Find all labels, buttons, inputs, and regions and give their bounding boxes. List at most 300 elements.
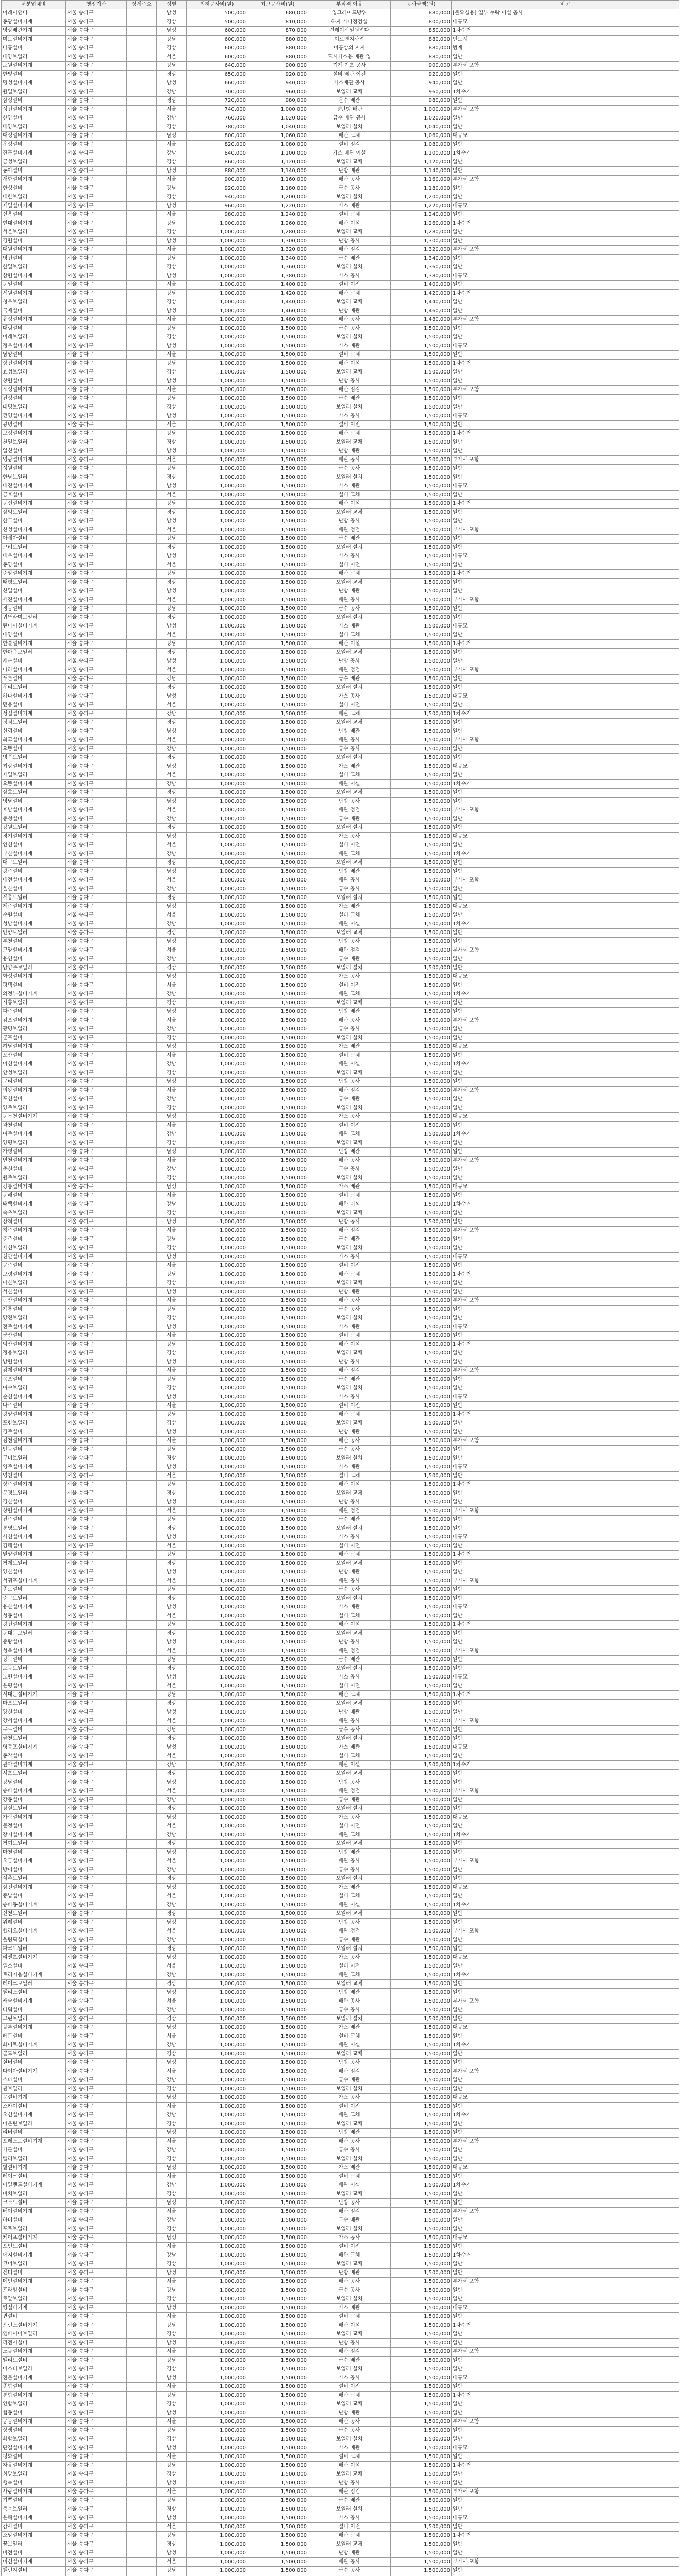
table-cell: 일반 (452, 579, 679, 587)
table-row (2, 2488, 679, 2497)
table-cell: 일반 (452, 1568, 679, 1577)
table-cell: 서울 송파구 (66, 1901, 127, 1910)
table-cell: 720,000 (187, 97, 247, 106)
table-row (2, 561, 679, 570)
table-row (2, 2497, 679, 2505)
table-cell: 1,500,000 (391, 1393, 452, 1402)
table-cell: 1,500,000 (247, 2015, 308, 2024)
table-cell: 양주보일러 (2, 1104, 66, 1113)
table-cell: 1,000,000 (187, 491, 247, 500)
table-cell: 남성 (157, 79, 187, 88)
table-cell: 급수 공사 (308, 1025, 391, 1034)
table-cell: 1,000,000 (187, 2357, 247, 2365)
table-cell: 1,500,000 (247, 2181, 308, 2190)
table-cell: 서울 송파구 (66, 2418, 127, 2427)
table-cell: 서울 송파구 (66, 1910, 127, 1919)
table-cell: 서울 (157, 106, 187, 114)
table-cell: 부가세 포함 (452, 596, 679, 605)
table-row (2, 1218, 679, 1227)
table-cell: 서울 송파구 (66, 1621, 127, 1630)
table-cell: 1,000,000 (187, 1393, 247, 1402)
table-cell: 1,000,000 (187, 1638, 247, 1647)
table-cell: 1,000,000 (187, 2558, 247, 2567)
table-cell: 대규모 (452, 2164, 679, 2173)
table-cell: 1,000,000 (187, 815, 247, 824)
table-cell: 1,000,000 (187, 263, 247, 272)
table-cell: 서산설비 (2, 1288, 66, 1297)
table-cell: 서울 (157, 316, 187, 325)
table-cell: 도원설비기계 (2, 62, 66, 71)
table-cell: 일반 (452, 798, 679, 806)
table-cell (127, 456, 157, 465)
table-cell: 부가세 포함 (452, 1297, 679, 1306)
table-row (2, 614, 679, 622)
table-cell: 캐슬설비기계 (2, 1997, 66, 2006)
table-cell: 서울 송파구 (66, 929, 127, 938)
table-cell (127, 2103, 157, 2111)
table-cell: 1,500,000 (247, 964, 308, 973)
table-cell (127, 1673, 157, 1682)
table-cell: 1,500,000 (247, 2050, 308, 2059)
table-row (2, 1200, 679, 1209)
table-cell: 1,500,000 (391, 1437, 452, 1446)
table-cell: 강남 (157, 1306, 187, 1314)
table-row (2, 2330, 679, 2339)
table-cell: 대규모 (452, 202, 679, 211)
table-cell: 1,500,000 (247, 762, 308, 771)
table-cell: 서울 송파구 (66, 114, 127, 123)
table-row (2, 2032, 679, 2041)
table-cell: 서울 송파구 (66, 675, 127, 684)
table-row (2, 272, 679, 281)
table-cell: 경상 (157, 2400, 187, 2409)
table-cell (127, 2427, 157, 2435)
table-row (2, 754, 679, 762)
table-cell (127, 2523, 157, 2532)
table-cell: 청우보일러 (2, 298, 66, 307)
table-row (2, 684, 679, 692)
table-cell: 1,000,000 (187, 745, 247, 754)
table-cell: 800,000 (187, 132, 247, 141)
table-cell: 일반 (452, 544, 679, 552)
table-cell: 1,500,000 (247, 2462, 308, 2470)
table-cell: 보일러 교체 (308, 2470, 391, 2479)
table-cell: 일반 (452, 841, 679, 850)
table-cell: 1,500,000 (391, 1209, 452, 1218)
table-cell: 1,280,000 (391, 228, 452, 237)
table-cell (127, 1253, 157, 1262)
table-row (2, 1139, 679, 1148)
table-row (2, 2278, 679, 2286)
table-cell: 1,500,000 (391, 2146, 452, 2155)
table-cell: 1,500,000 (247, 1016, 308, 1025)
table-cell: 1,500,000 (247, 973, 308, 981)
table-cell: 서울 송파구 (66, 1025, 127, 1034)
table-cell (127, 237, 157, 246)
table-cell: 1,260,000 (247, 219, 308, 228)
table-row (2, 824, 679, 833)
table-cell: 서울 (157, 2453, 187, 2462)
table-row (2, 255, 679, 263)
table-cell: 강남 (157, 1656, 187, 1665)
table-cell: 일반 (452, 1612, 679, 1621)
table-cell (127, 2155, 157, 2164)
table-cell (127, 2540, 157, 2549)
table-cell: 메인설비기계 (2, 2278, 66, 2286)
table-cell: 1,000,000 (187, 876, 247, 885)
table-cell (127, 2409, 157, 2418)
table-cell: 경상 (157, 1174, 187, 1183)
table-cell: 남성 (157, 1323, 187, 1332)
table-cell: 남성 (157, 2479, 187, 2488)
table-cell: 1,000,000 (187, 1489, 247, 1498)
table-cell: 1,000,000 (187, 2234, 247, 2243)
table-row (2, 167, 679, 176)
table-cell: 배관 교체 (308, 850, 391, 859)
table-cell: 서울 송파구 (66, 1796, 127, 1805)
table-cell: 1,500,000 (391, 1945, 452, 1954)
table-cell: 서울 송파구 (66, 2357, 127, 2365)
table-cell (127, 850, 157, 859)
table-cell: 1,500,000 (247, 1884, 308, 1892)
table-cell: 부가세 포함 (452, 1016, 679, 1025)
table-cell: 서울 송파구 (66, 298, 127, 307)
table-cell: 1,000,000 (187, 1778, 247, 1787)
table-cell: 대규모 (452, 2304, 679, 2313)
table-cell (127, 1857, 157, 1866)
table-cell: 서울 송파구 (66, 1209, 127, 1218)
table-cell: 잠실보일러 (2, 1805, 66, 1814)
table-cell: 대규모 (452, 272, 679, 281)
table-cell: 1,000,000 (187, 1297, 247, 1306)
table-cell: 1,500,000 (391, 473, 452, 482)
table-row (2, 929, 679, 938)
table-cell: 서울 송파구 (66, 1919, 127, 1927)
table-cell: 남성 (157, 2094, 187, 2103)
table-cell: 난방 배관 (308, 587, 391, 596)
table-cell: 의정부설비기계 (2, 990, 66, 999)
table-cell: 서울 (157, 1507, 187, 1516)
table-cell (127, 2199, 157, 2208)
table-cell: 1,500,000 (247, 614, 308, 622)
table-cell: 1,500,000 (391, 1130, 452, 1139)
table-cell: 삼성설비 (2, 97, 66, 106)
table-cell: 사천설비기계 (2, 1533, 66, 1542)
table-cell: 1,500,000 (391, 1332, 452, 1341)
table-cell (127, 2251, 157, 2260)
table-cell: 일반 (452, 1279, 679, 1288)
table-cell: 960,000 (391, 88, 452, 97)
table-cell: 난방 공사 (308, 2059, 391, 2067)
table-cell: 1,500,000 (391, 1446, 452, 1454)
table-cell: 1,500,000 (247, 579, 308, 587)
table-row (2, 876, 679, 885)
table-cell: 동작설비 (2, 1752, 66, 1761)
table-cell: 1,500,000 (247, 1174, 308, 1183)
table-cell: 경상 (157, 999, 187, 1008)
table-cell (127, 1183, 157, 1192)
table-row (2, 1743, 679, 1752)
table-row (2, 1857, 679, 1866)
table-cell: 1,500,000 (391, 789, 452, 798)
table-cell: 남성 (157, 1393, 187, 1402)
table-cell: 남성 (157, 9, 187, 18)
table-cell: 설비 교체 (308, 631, 391, 640)
table-cell: 1,500,000 (247, 1157, 308, 1165)
table-cell: 난방 배관 (308, 1849, 391, 1857)
table-cell: 경상 (157, 438, 187, 447)
table-cell: 남성 (157, 2199, 187, 2208)
table-cell: 하남설비기계 (2, 1043, 66, 1052)
table-cell (127, 1726, 157, 1735)
table-cell (127, 211, 157, 219)
table-cell: 1차수거 (452, 1411, 679, 1419)
table-cell: 가스 공사 (308, 412, 391, 421)
table-cell: 1,000,000 (187, 885, 247, 894)
table-cell: 대규모 (452, 762, 679, 771)
table-cell (127, 1901, 157, 1910)
table-cell: 급수 배관 (308, 1376, 391, 1384)
table-cell: 영진설비 (2, 255, 66, 263)
table-cell: 남성 (157, 2339, 187, 2348)
table-cell: 1,500,000 (391, 2374, 452, 2383)
table-cell: 배관 공사 (308, 2418, 391, 2427)
table-cell: 980,000 (187, 211, 247, 219)
table-cell: 1,000,000 (187, 2251, 247, 2260)
table-cell: 1,500,000 (391, 2514, 452, 2523)
table-cell (127, 272, 157, 281)
table-cell: 서울 송파구 (66, 2330, 127, 2339)
table-cell: 강남 (157, 990, 187, 999)
table-cell: 1,500,000 (247, 1192, 308, 1200)
table-cell: 배관 점검 (308, 1787, 391, 1796)
table-cell: 서울 (157, 1332, 187, 1341)
table-cell: 서울 송파구 (66, 272, 127, 281)
table-cell: 서울 송파구 (66, 990, 127, 999)
table-cell: 배관 공사 (308, 1997, 391, 2006)
table-cell: 1,500,000 (247, 1463, 308, 1472)
table-cell: 강남 (157, 1831, 187, 1840)
table-cell: 보일러 교체 (308, 1840, 391, 1849)
table-cell (127, 53, 157, 62)
table-row (2, 2260, 679, 2269)
table-row (2, 1665, 679, 1673)
table-cell: 1,500,000 (391, 360, 452, 368)
table-cell: 남성 (157, 2444, 187, 2453)
table-cell: 서울 송파구 (66, 482, 127, 491)
table-cell (127, 1174, 157, 1183)
table-cell: 오산설비 (2, 1052, 66, 1060)
table-cell: 1,500,000 (247, 2164, 308, 2173)
table-cell: 서울 송파구 (66, 1253, 127, 1262)
table-row (2, 482, 679, 491)
table-cell: 태평보일러 (2, 579, 66, 587)
table-cell: 660,000 (187, 79, 247, 88)
table-cell: 배관 공사 (308, 2138, 391, 2146)
table-cell: 1,500,000 (391, 447, 452, 456)
table-row (2, 351, 679, 360)
table-cell: 난방 배관 (308, 1708, 391, 1717)
table-cell: 880,000 (391, 44, 452, 53)
table-cell: 서울 송파구 (66, 2462, 127, 2470)
table-cell: 1,500,000 (391, 815, 452, 824)
table-cell: 1,500,000 (247, 2514, 308, 2523)
table-cell: 일반 (452, 684, 679, 692)
table-cell: 가스 배관 (308, 2024, 391, 2032)
table-cell: 1,000,000 (187, 1796, 247, 1805)
table-cell: 1,500,000 (247, 1980, 308, 1989)
table-cell: 1,000,000 (187, 1034, 247, 1043)
table-cell (127, 2357, 157, 2365)
table-cell: 740,000 (187, 106, 247, 114)
table-cell: 경주설비 (2, 1428, 66, 1437)
table-row (2, 2400, 679, 2409)
table-cell: 서울 송파구 (66, 1743, 127, 1752)
table-cell: 서울 송파구 (66, 771, 127, 780)
table-cell: 880,000 (247, 44, 308, 53)
table-cell: 1,500,000 (391, 1454, 452, 1463)
table-cell: 경상 (157, 1700, 187, 1708)
table-cell: 1,000,000 (187, 2059, 247, 2067)
table-cell: 서울 송파구 (66, 2427, 127, 2435)
table-cell: 단결설비기계 (2, 2444, 66, 2453)
table-cell: 부천설비 (2, 938, 66, 946)
table-cell: 서울 송파구 (66, 684, 127, 692)
table-cell: 1,500,000 (391, 2173, 452, 2181)
table-row (2, 176, 679, 184)
table-cell: 1,000,000 (187, 1901, 247, 1910)
table-cell: 남성 (157, 762, 187, 771)
table-cell: 대규모 (452, 552, 679, 561)
table-cell: 1,500,000 (247, 815, 308, 824)
table-cell: 1,500,000 (247, 605, 308, 614)
table-cell (127, 184, 157, 193)
table-cell: 남성 (157, 1778, 187, 1787)
table-cell: 서울 송파구 (66, 2120, 127, 2129)
table-cell: 남성 (157, 833, 187, 841)
table-cell (127, 2295, 157, 2304)
table-cell: 1,000,000 (187, 1218, 247, 1227)
table-cell: 일반 (452, 298, 679, 307)
table-row (2, 631, 679, 640)
table-cell: 서울 송파구 (66, 1866, 127, 1875)
table-row (2, 1726, 679, 1735)
table-cell (127, 552, 157, 561)
table-cell: 보일러 교체 (308, 789, 391, 798)
table-cell: 대규모 (452, 1253, 679, 1262)
table-cell: 1,500,000 (391, 2505, 452, 2514)
table-cell: 1,000,000 (187, 1787, 247, 1796)
table-cell: 대규모 (452, 342, 679, 351)
table-cell: 컨레이시일원업다 (308, 27, 391, 36)
table-cell (127, 2313, 157, 2321)
table-cell (127, 2339, 157, 2348)
table-cell: 한빛설비 (2, 71, 66, 79)
table-row (2, 1489, 679, 1498)
table-row (2, 1376, 679, 1384)
table-row (2, 675, 679, 684)
table-cell: 대규모 (452, 1603, 679, 1612)
table-cell: 한일보일러 (2, 263, 66, 272)
table-cell: 1차수거 (452, 1831, 679, 1840)
table-row (2, 211, 679, 219)
table-cell: 배관 공사 (308, 316, 391, 325)
table-cell: 보일러 설치 (308, 1034, 391, 1043)
table-cell: 1,000,000 (187, 1428, 247, 1437)
table-cell: 일신설비 (2, 447, 66, 456)
table-cell: 리젠시설비 (2, 2339, 66, 2348)
table-cell: 평택설비 (2, 981, 66, 990)
table-cell: 급수 배관 (308, 1796, 391, 1805)
table-cell: 1,500,000 (391, 780, 452, 789)
table-cell: 배관 점검 (308, 666, 391, 675)
table-cell (127, 1892, 157, 1901)
table-row (2, 290, 679, 298)
table-row (2, 1043, 679, 1052)
table-cell: 서울 송파구 (66, 333, 127, 342)
table-cell: 서울 송파구 (66, 938, 127, 946)
table-cell: 1,000,000 (187, 1262, 247, 1270)
table-cell: 서울 송파구 (66, 456, 127, 465)
table-row (2, 762, 679, 771)
table-row (2, 1148, 679, 1157)
table-cell: 일반 (452, 657, 679, 666)
table-cell: 태백설비기계 (2, 1200, 66, 1209)
table-row (2, 596, 679, 605)
table-cell (127, 1481, 157, 1489)
table-cell: 부산설비기계 (2, 850, 66, 859)
table-row (2, 456, 679, 465)
table-cell: 김천설비기계 (2, 1437, 66, 1446)
table-cell: 서울 송파구 (66, 1542, 127, 1551)
table-cell: 1,500,000 (247, 1489, 308, 1498)
table-cell: 남성 (157, 2269, 187, 2278)
table-cell: 1,000,000 (187, 333, 247, 342)
table-cell (127, 465, 157, 473)
table-cell (127, 876, 157, 885)
table-cell: 1,500,000 (391, 1306, 452, 1314)
table-cell: 1,500,000 (247, 2006, 308, 2015)
table-cell (127, 631, 157, 640)
table-cell: 1차수거 (452, 2462, 679, 2470)
table-cell (127, 149, 157, 158)
table-cell: 설비 이전 (308, 2103, 391, 2111)
table-cell: 강남 (157, 1095, 187, 1104)
table-cell: 서울 송파구 (66, 2190, 127, 2199)
table-cell: 서울 송파구 (66, 2103, 127, 2111)
table-cell: 1,500,000 (391, 456, 452, 465)
table-cell: 난방 배관 (308, 1989, 391, 1997)
table-cell (127, 1297, 157, 1306)
table-cell: 서울 송파구 (66, 2383, 127, 2392)
table-cell: 일반 (452, 2313, 679, 2321)
table-cell: 서울 (157, 2243, 187, 2251)
table-cell (127, 1524, 157, 1533)
table-cell: 1,000,000 (187, 1419, 247, 1428)
table-cell: 1,500,000 (391, 2120, 452, 2129)
table-cell: 1,500,000 (391, 1489, 452, 1498)
table-cell: 대규모 (452, 132, 679, 141)
table-cell: 1,000,000 (187, 1314, 247, 1323)
table-cell: 1,460,000 (247, 307, 308, 316)
table-cell: 경상 (157, 2470, 187, 2479)
table-cell: 대우설비기계 (2, 552, 66, 561)
table-cell: 서울 송파구 (66, 2286, 127, 2295)
table-cell: 배관 이설 (308, 640, 391, 649)
table-cell: 1,500,000 (247, 544, 308, 552)
table-row (2, 1717, 679, 1726)
table-cell (127, 719, 157, 727)
